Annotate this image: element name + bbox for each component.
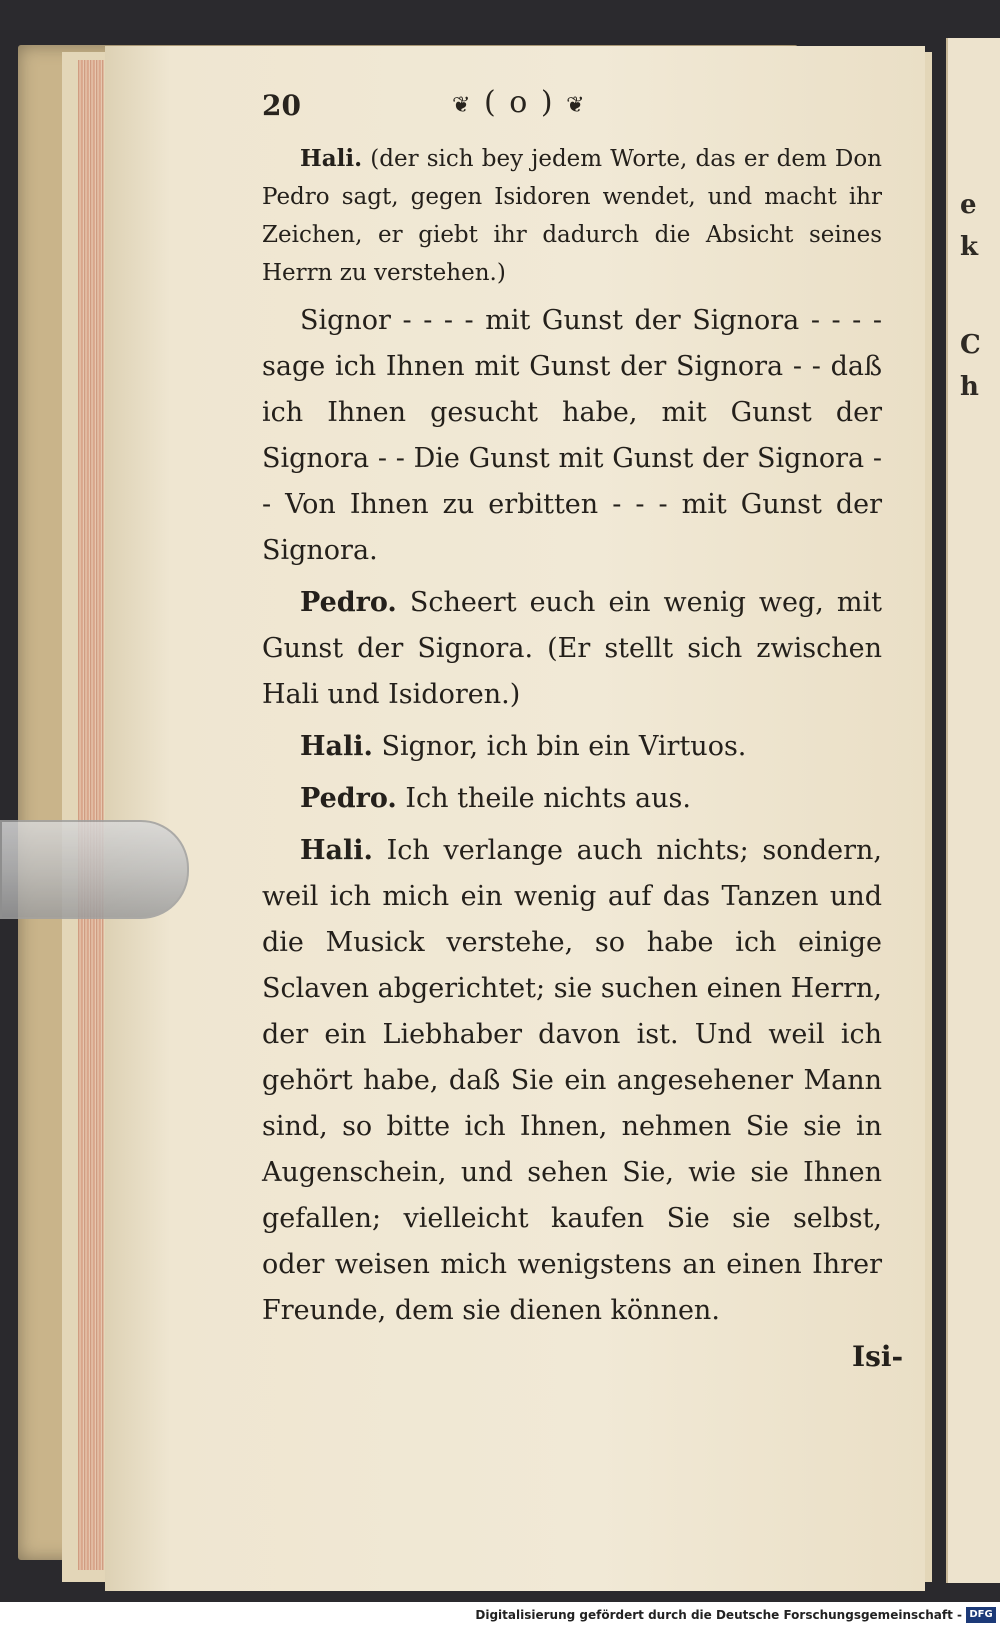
adjacent-page	[946, 38, 1000, 1583]
paragraph	[262, 298, 882, 574]
paragraph	[262, 140, 882, 292]
running-head	[452, 85, 587, 120]
funding-credit: Digitalisierung gefördert durch die Deutsche Forschungsgemeinschaft -	[475, 1608, 962, 1622]
paragraph-text: Signor - - - - mit Gunst der Signora - - - - sage ich Ihnen mit Gunst der Signora - - daß ich Ihnen gesucht habe, mit Gunst der Signora - - Die Gunst mit Gunst der Signora - - Von Ihnen zu erbitten - - - mit Gunst der Signora.	[262, 305, 882, 566]
page-number: 20	[262, 89, 301, 122]
adjacent-page-fragment: h	[960, 372, 979, 402]
adjacent-page-fragment: e	[960, 190, 977, 220]
page-holder-clip	[0, 820, 189, 919]
speaker-name: Pedro.	[300, 783, 397, 814]
paragraph	[262, 828, 882, 1334]
paragraph-text: Scheert euch ein wenig weg, mit Gunst der Signora. (Er stellt sich zwischen Hali und Isidoren.)	[262, 587, 882, 710]
paragraph	[262, 776, 882, 822]
red-page-edges	[78, 60, 104, 1570]
paragraph-text: Signor, ich bin ein Virtuos.	[381, 731, 747, 762]
paragraph	[262, 724, 882, 770]
page-body	[262, 140, 882, 1340]
paragraph	[262, 580, 882, 718]
speaker-name: Hali.	[300, 835, 373, 866]
paragraph-text: Ich theile nichts aus.	[405, 783, 691, 814]
adjacent-page-fragment: k	[960, 232, 979, 262]
speaker-name: Hali.	[300, 731, 373, 762]
ornament-icon: ❦	[452, 93, 473, 118]
adjacent-page-fragment: C	[960, 330, 981, 360]
footer-bar	[0, 1602, 1000, 1631]
running-head-text: ( o )	[483, 85, 555, 120]
dfg-logo: DFG	[966, 1607, 996, 1623]
speaker-name: Pedro.	[300, 587, 397, 618]
paragraph-text: Ich verlange auch nichts; sondern, weil ich mich ein wenig auf das Tanzen und die Musick verstehe, so habe ich einige Sclaven abgerichtet; sie suchen einen Herrn, der ein Liebhaber davon ist. Und weil ich gehört habe, daß Sie ein angesehener Mann sind, so bitte ich Ihnen, nehmen Sie sie in Augenschein, und sehen Sie, wie sie Ihnen gefallen; vielleicht kaufen Sie sie selbst, oder weisen mich wenigstens an einen Ihrer Freunde, dem sie dienen können.	[262, 835, 882, 1326]
ornament-icon: ❦	[566, 93, 587, 118]
speaker-name: Hali.	[300, 145, 363, 172]
paragraph-text: (der sich bey jedem Worte, das er dem Don Pedro sagt, gegen Isidoren wendet, und macht ihr Zeichen, er giebt ihr dadurch die Absicht seines Herrn zu verstehen.)	[262, 146, 882, 286]
catchword: Isi-	[852, 1340, 904, 1373]
page-header	[262, 85, 882, 129]
